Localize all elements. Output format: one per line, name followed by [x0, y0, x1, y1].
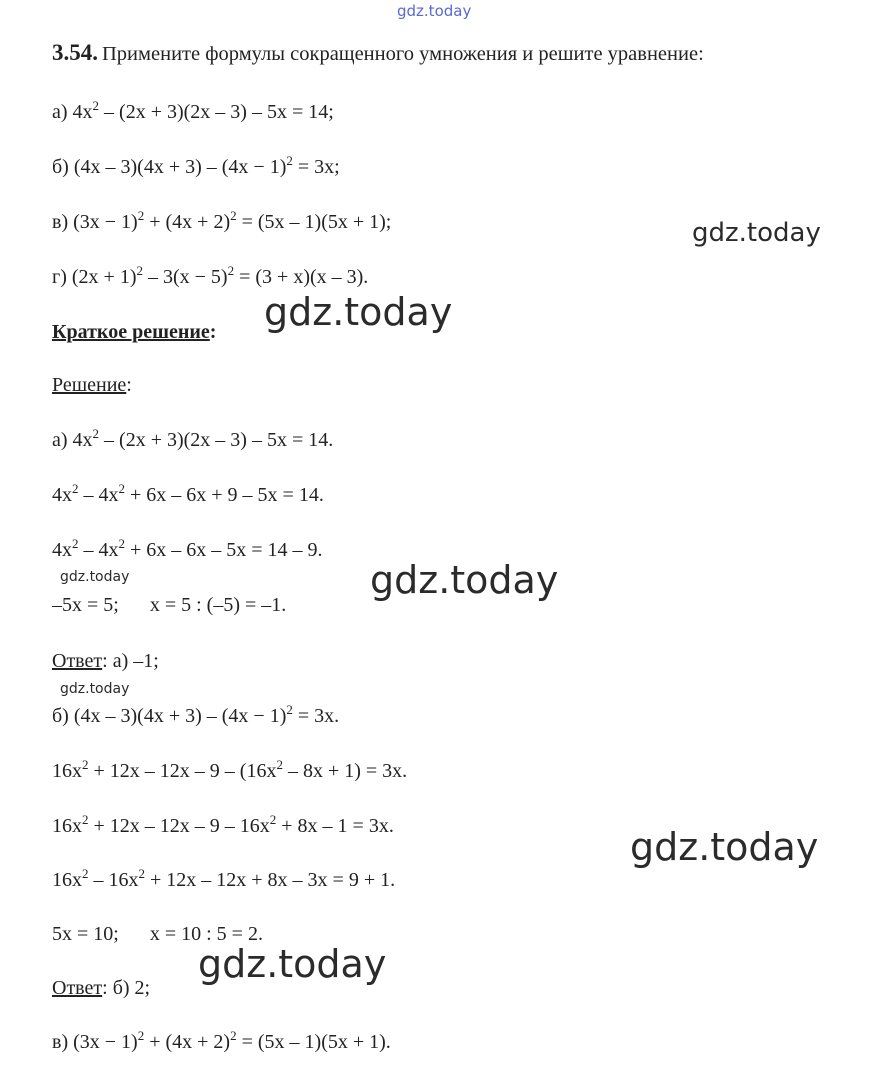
exponent: 2 [286, 702, 293, 717]
equation-part: (2x + 1) [71, 266, 137, 288]
equation-part: – 16x [88, 869, 139, 891]
solution-v-line-1 [52, 1028, 391, 1054]
solution-b-line-3 [52, 812, 394, 838]
equation-part: 16x [52, 869, 82, 891]
equation-part: + 6x – 6x + 9 – 5x = 14. [125, 484, 324, 506]
watermark-small-1: gdz.today [60, 569, 130, 585]
solution-a-line-2 [52, 481, 324, 507]
exponent: 2 [230, 1028, 237, 1043]
equation-part: –5x = 5; [52, 594, 119, 616]
task-g [52, 263, 369, 289]
exponent: 2 [227, 263, 235, 278]
watermark-top: gdz.today [397, 2, 472, 20]
equation-part: 16x [52, 815, 82, 837]
equation-part: + 8x – 1 = 3x. [276, 815, 394, 837]
brief-solution-title: Краткое решение [52, 321, 210, 343]
equation-part: 4x [52, 484, 72, 506]
equation-part: 5x = 10; [52, 923, 119, 945]
equation-part: 4x [52, 539, 72, 561]
exponent: 2 [137, 208, 145, 223]
watermark-mid-lower: gdz.today [370, 558, 559, 602]
equation-part: + 6x – 6x – 5x = 14 – 9. [125, 539, 323, 561]
equation-part: – 4x [78, 539, 119, 561]
brief-solution-heading [52, 321, 216, 344]
answer-a [52, 650, 159, 673]
task-label: б) [52, 156, 74, 178]
equation-part: – 4x [78, 484, 119, 506]
watermark-bottom: gdz.today [198, 942, 387, 986]
exponent: 2 [72, 536, 79, 551]
equation-part: б) (4x – 3)(4x + 3) – (4x − 1) [52, 705, 287, 727]
solution-a-line-1 [52, 426, 334, 452]
exponent: 2 [269, 812, 277, 827]
equation-part: а) 4x [52, 429, 93, 451]
equation-part: + 12x – 12x + 8x – 3x = 9 + 1. [145, 869, 396, 891]
equation-part: 4x [72, 101, 93, 123]
equation-part: 16x [52, 760, 82, 782]
watermark-right-upper: gdz.today [692, 218, 821, 248]
task-b [52, 153, 340, 179]
exponent: 2 [92, 98, 100, 113]
equation-part: + (4x + 2) [144, 1031, 231, 1053]
equation-part: (3x − 1) [73, 211, 138, 233]
equation-part: = (3 + x)(x – 3). [234, 266, 369, 288]
exponent: 2 [137, 1028, 145, 1043]
equation-part: = 3x; [292, 156, 340, 178]
problem-statement [52, 40, 704, 66]
solution-b-line-4 [52, 866, 396, 892]
task-v [52, 208, 392, 234]
equation-part: x = 10 : 5 = 2. [149, 923, 263, 945]
equation-part: + 12x – 12x – 9 – (16x [88, 760, 277, 782]
equation-part: = (5x – 1)(5x + 1); [236, 211, 392, 233]
solution-b-line-2 [52, 757, 408, 783]
answer-value: : б) 2; [102, 977, 151, 999]
exponent: 2 [286, 153, 293, 168]
equation-part: + 12x – 12x – 9 – 16x [88, 815, 270, 837]
equation-part: – (2x + 3)(2x – 3) – 5x = 14; [99, 101, 334, 123]
solution-a-line-3 [52, 536, 323, 562]
exponent: 2 [82, 812, 89, 827]
colon: : [209, 321, 217, 343]
equation-part: – (2x + 3)(2x – 3) – 5x = 14. [99, 429, 334, 451]
answer-label: Ответ [52, 977, 103, 999]
colon: : [126, 374, 132, 396]
task-label: а) [52, 101, 73, 123]
solution-heading [52, 374, 132, 397]
equation-part: в) (3x − 1) [52, 1031, 138, 1053]
exponent: 2 [82, 757, 89, 772]
problem-number: 3.54. [52, 40, 98, 65]
solution-title: Решение [52, 374, 127, 396]
exponent: 2 [92, 426, 100, 441]
exponent: 2 [72, 481, 79, 496]
answer-b [52, 977, 150, 1000]
exponent: 2 [118, 536, 125, 551]
watermark-mid-upper: gdz.today [264, 290, 453, 334]
exponent: 2 [138, 866, 145, 881]
task-label: в) [52, 211, 74, 233]
exponent: 2 [82, 866, 89, 881]
exponent: 2 [276, 757, 283, 772]
exponent: 2 [118, 481, 125, 496]
equation-part: + (4x + 2) [144, 211, 231, 233]
equation-part: x = 5 : (–5) = –1. [149, 594, 287, 616]
equation-part: (4x – 3)(4x + 3) – (4x − 1) [73, 156, 287, 178]
exponent: 2 [230, 208, 237, 223]
equation-part: = (5x – 1)(5x + 1). [236, 1031, 391, 1053]
solution-b-line-5 [52, 923, 263, 946]
problem-text: Примените формулы сокращенного умножения и решите уравнение: [102, 43, 704, 65]
solution-b-line-1 [52, 702, 340, 728]
watermark-small-2: gdz.today [60, 681, 130, 697]
answer-value: : а) –1; [102, 650, 159, 672]
watermark-right-lower: gdz.today [630, 825, 819, 869]
equation-part: – 3(x − 5) [142, 266, 228, 288]
equation-part: – 8x + 1) = 3x. [282, 760, 408, 782]
equation-part: = 3x. [292, 705, 340, 727]
solution-a-line-4 [52, 594, 286, 617]
task-a [52, 98, 334, 124]
task-label: г) [52, 266, 72, 288]
exponent: 2 [136, 263, 143, 278]
answer-label: Ответ [52, 650, 103, 672]
